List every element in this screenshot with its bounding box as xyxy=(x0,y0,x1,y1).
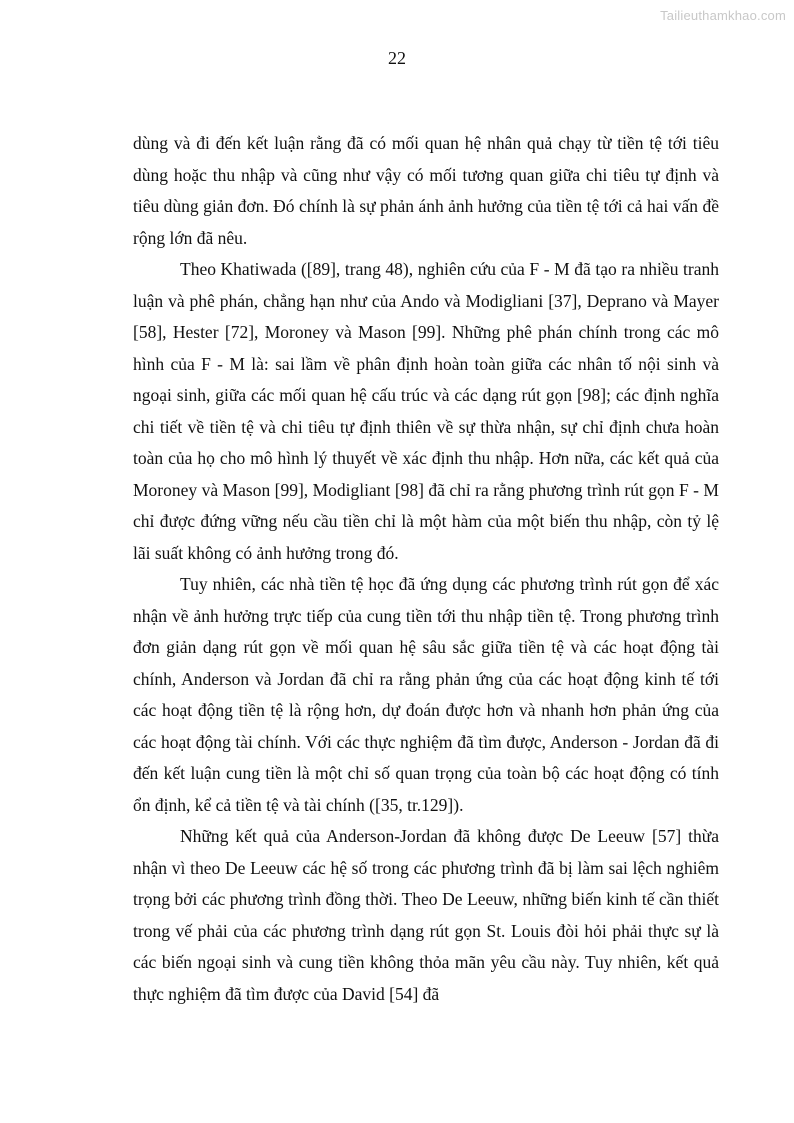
paragraph-khatiwada: Theo Khatiwada ([89], trang 48), nghiên cứu của F - M đã tạo ra nhiều tranh luận và phê phán, chẳng hạn như của Ando và Modigliani [37], Deprano và Mayer [58], Hester [72], Moroney và Mason [99]. Những phê phán chính trong các mô hình của F - M là: sai lầm về phân định hoàn toàn giữa các nhân tố nội sinh và ngoại sinh, giữa các mối quan hệ cấu trúc và các dạng rút gọn [98]; các định nghĩa chi tiết về tiền tệ và chi tiêu tự định thiên về sự thừa nhận, sự chỉ định chưa hoàn toàn của họ cho mô hình lý thuyết về xác định thu nhập. Hơn nữa, các kết quả của Moroney và Mason [99], Modigliant [98] đã chỉ ra rằng phương trình rút gọn F - M chỉ được đứng vững nếu cầu tiền chỉ là một hàm của một biến thu nhập, còn tỷ lệ lãi suất không có ảnh hưởng trong đó. xyxy=(133,259,719,563)
page-number: 22 xyxy=(388,48,406,68)
document-body xyxy=(133,128,719,1010)
paragraph-monetarists: Tuy nhiên, các nhà tiền tệ học đã ứng dụng các phương trình rút gọn để xác nhận về ảnh hưởng trực tiếp của cung tiền tới thu nhập tiền tệ. Trong phương trình đơn giản dạng rút gọn về mối quan hệ sâu sắc giữa tiền tệ và các hoạt động tài chính, Anderson và Jordan đã chỉ ra rằng phản ứng của các hoạt động kinh tế tới các hoạt động tiền tệ là rộng hơn, dự đoán được hơn và nhanh hơn phản ứng của các hoạt động tài chính. Với các thực nghiệm đã tìm được, Anderson - Jordan đã đi đến kết luận cung tiền là một chỉ số quan trọng của toàn bộ các hoạt động có tính ổn định, kể cả tiền tệ và tài chính ([35, tr.129]). xyxy=(133,574,719,815)
paragraph-de-leeuw: Những kết quả của Anderson-Jordan đã không được De Leeuw [57] thừa nhận vì theo De Leeuw các hệ số trong các phương trình đã bị làm sai lệch nghiêm trọng bởi các phương trình đồng thời. Theo De Leeuw, những biến kinh tế cần thiết trong vế phải của các phương trình dạng rút gọn St. Louis đòi hỏi phải thực sự là các biến ngoại sinh và cung tiền không thỏa mãn yêu cầu này. Tuy nhiên, kết quả thực nghiệm đã tìm được của David [54] đã xyxy=(133,826,719,1004)
paragraph-continuation: dùng và đi đến kết luận rằng đã có mối quan hệ nhân quả chạy từ tiền tệ tới tiêu dùng hoặc thu nhập và cũng như vậy có mối tương quan giữa chi tiêu tự định và tiêu dùng giản đơn. Đó chính là sự phản ánh ảnh hưởng của tiền tệ tới cả hai vấn đề rộng lớn đã nêu. xyxy=(133,133,719,248)
watermark: Tailieuthamkhao.com xyxy=(660,8,786,23)
